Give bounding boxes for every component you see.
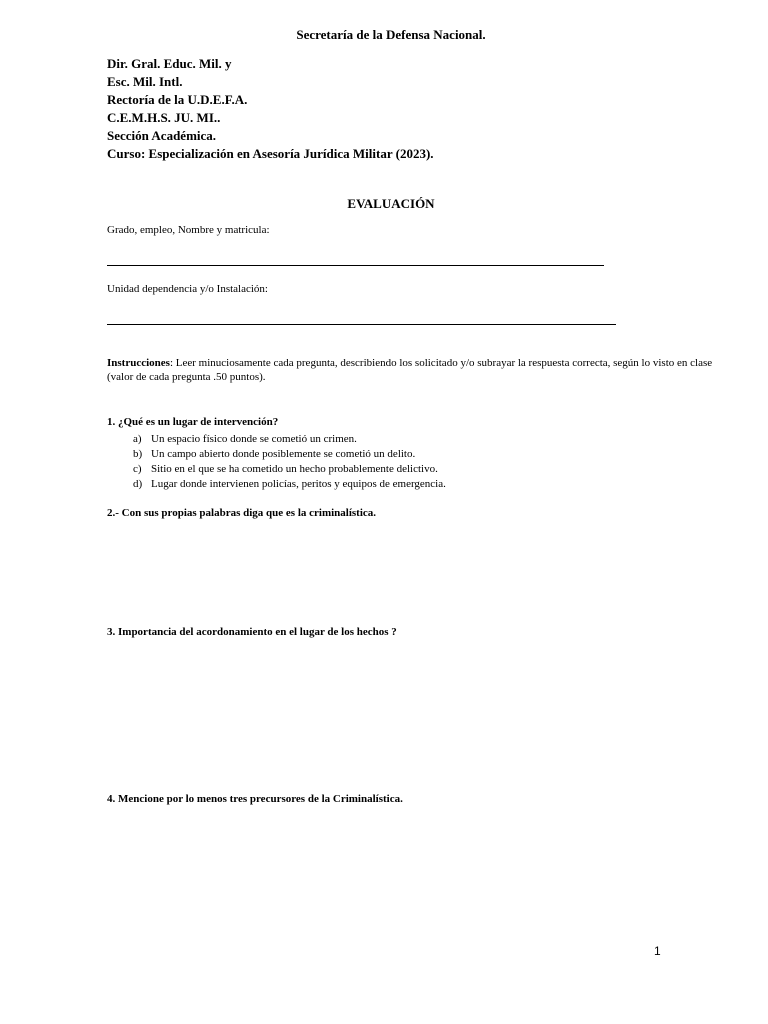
option-a (133, 432, 446, 447)
option-letter: a) (133, 433, 142, 445)
option-d (133, 477, 446, 492)
instructions-value-note: (valor de cada pregunta .50 puntos). (107, 371, 266, 383)
header-line-directorate: Dir. Gral. Educ. Mil. y (107, 56, 232, 71)
document-header (107, 55, 434, 163)
unit-field-label: Unidad dependencia y/o Instalación: (107, 283, 268, 295)
header-line-center: C.E.M.H.S. JU. MI.. (107, 110, 221, 125)
question-1-options (133, 432, 446, 492)
instructions-block (107, 356, 737, 384)
option-text: Un espacio físico donde se cometió un crimen. (151, 433, 357, 445)
option-b (133, 447, 446, 462)
option-letter: c) (133, 463, 142, 475)
name-answer-line (107, 265, 604, 266)
organization-title: Secretaría de la Defensa Nacional. (296, 27, 486, 42)
header-line-course: Curso: Especialización en Asesoría Jurídica Militar (2023). (107, 146, 434, 161)
evaluation-title: EVALUACIÓN (347, 196, 435, 211)
option-text: Un campo abierto donde posiblemente se cometió un delito. (151, 448, 416, 460)
option-letter: b) (133, 448, 143, 460)
header-line-rectory: Rectoría de la U.D.E.F.A. (107, 92, 248, 107)
option-text: Sitio en el que se ha cometido un hecho probablemente delictivo. (151, 463, 438, 475)
name-field-label: Grado, empleo, Nombre y matricula: (107, 224, 270, 236)
option-letter: d) (133, 478, 143, 490)
question-3: 3. Importancia del acordonamiento en el lugar de los hechos ? (107, 626, 397, 638)
header-line-section: Sección Académica. (107, 128, 217, 143)
question-2: 2.- Con sus propias palabras diga que es la criminalística. (107, 507, 377, 519)
question-4: 4. Mencione por lo menos tres precursores de la Criminalística. (107, 793, 403, 805)
page-number: 1 (654, 944, 661, 958)
option-c (133, 462, 446, 477)
instructions-label: Instrucciones (107, 357, 170, 369)
instructions-text: : Leer minuciosamente cada pregunta, describiendo los solicitado y/o subrayar la respuesta correcta, según lo visto en clase (169, 357, 713, 369)
option-text: Lugar donde intervienen policías, peritos y equipos de emergencia. (151, 478, 446, 490)
header-line-school: Esc. Mil. Intl. (107, 74, 183, 89)
question-1: 1. ¿Qué es un lugar de intervención? (107, 416, 279, 428)
unit-answer-line (107, 324, 616, 325)
